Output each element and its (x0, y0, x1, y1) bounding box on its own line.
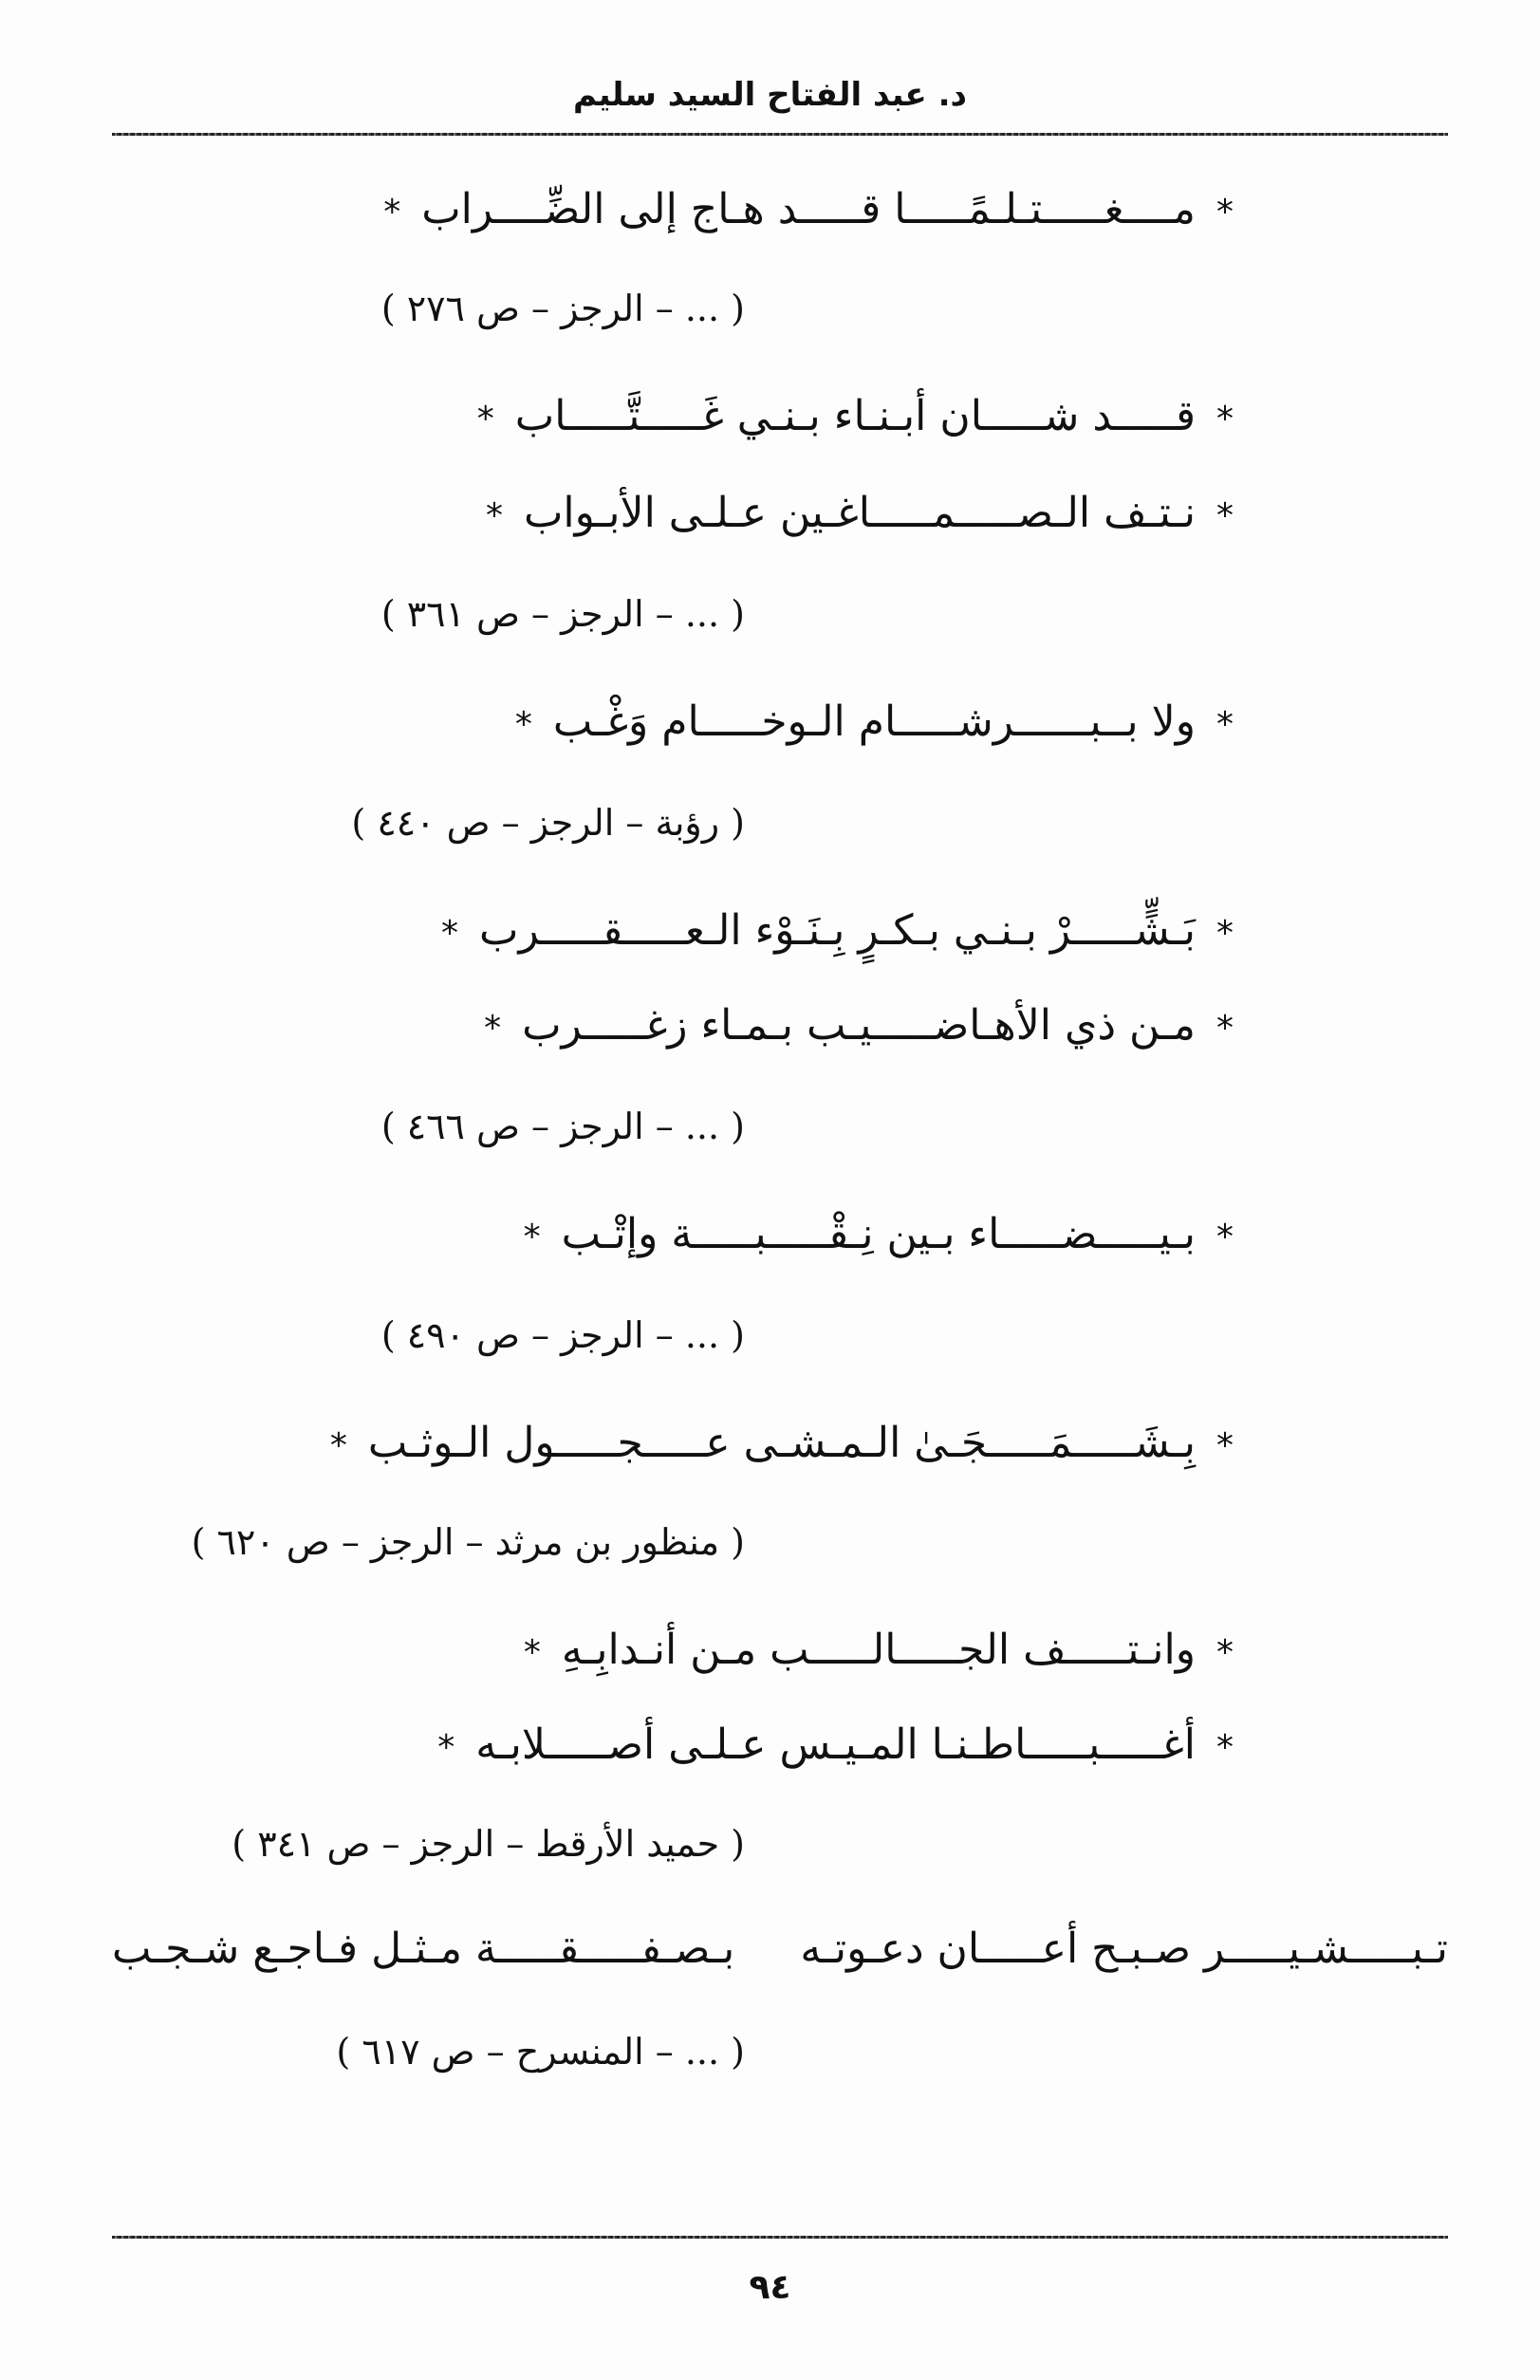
verse-line (342, 392, 1234, 440)
verse-line (342, 1001, 1234, 1050)
verse-line (342, 1720, 1234, 1769)
asterisk-marker: * (523, 1218, 541, 1256)
verse-line (342, 185, 1234, 233)
verse-text: بـيـــــضـــــاء بـين نِـقْـــــبـــــة وإتْـب (561, 1210, 1196, 1258)
asterisk-marker: * (441, 914, 459, 953)
asterisk-marker: * (523, 1633, 541, 1672)
asterisk-marker: * (485, 496, 503, 535)
asterisk-marker: * (437, 1728, 455, 1767)
citation-reference: ( ... – الرجز – ص ٢٧٦ ) (380, 288, 745, 329)
asterisk-marker: * (514, 705, 532, 744)
verse-text: بِـشَـــــمَـــــجَـىٰ الـمـشـى عـــــجـــــول الـوثـب (367, 1419, 1196, 1467)
verse-text: نـتـف الـصـــــمـــــاغـين عـلـى الأبـواب (523, 489, 1196, 537)
two-hemistich-verse (112, 1924, 1448, 1973)
verse-text: مــــغـــــتـلـمًـــــا قـــــد هـاج إلى الضِّــــراب (421, 185, 1196, 233)
citation-reference: ( رؤبة – الرجز – ص ٤٤٠ ) (351, 802, 745, 844)
first-hemistich: تـبـــــشـيـــــر صـبـح أعـــــان دعـوتـه (800, 1924, 1448, 1973)
citation-reference: ( حميد الأرقط – الرجز – ص ٣٤١ ) (232, 1823, 745, 1865)
verse-line (342, 1626, 1234, 1674)
asterisk-marker: * (484, 1009, 502, 1048)
asterisk-marker: * (1216, 400, 1234, 438)
asterisk-marker: * (1216, 193, 1234, 232)
second-hemistich: بـصـفـــــقـــــة مـثـل فـاجـع شـجـب (112, 1924, 735, 1973)
asterisk-marker: * (1216, 1009, 1234, 1048)
verse-text: أغـــــبـــــاطـنـا المـيـس عـلـى أصـــــلابـه (475, 1720, 1196, 1769)
asterisk-marker: * (476, 400, 494, 438)
verse-line (342, 697, 1234, 746)
asterisk-marker: * (1216, 914, 1234, 953)
asterisk-marker: * (1216, 705, 1234, 744)
asterisk-marker: * (1216, 496, 1234, 535)
citation-reference: ( ... – الرجز – ص ٤٦٦ ) (380, 1106, 745, 1147)
running-header: د. عبد الفتاح السيد سليم (573, 76, 967, 114)
citation-reference: ( منظور بن مرثد – الرجز – ص ٦٢٠ ) (191, 1521, 745, 1563)
verse-text: وانـتـــــف الجـــــالـــــب مـن أنـدابِـهِ (561, 1626, 1196, 1674)
verse-text: مـن ذي الأهـاضـــــيـب بـمـاء زغـــــرب (522, 1001, 1196, 1050)
page-number: ٩٤ (749, 2268, 791, 2307)
verse-text: ولا بــبــــــرشـــــام الـوخـــــام وَغْـب (552, 697, 1196, 746)
verse-line (342, 1210, 1234, 1258)
asterisk-marker: * (1216, 1728, 1234, 1767)
asterisk-marker: * (1216, 1633, 1234, 1672)
asterisk-marker: * (1216, 1426, 1234, 1465)
verse-line (329, 1419, 1234, 1467)
verse-line (342, 906, 1234, 955)
footer-rule (112, 2236, 1448, 2239)
verse-text: قـــــد شـــــان أبـنـاء بـنـي غَـــــتَّـــــاب (514, 392, 1196, 440)
verse-line (342, 489, 1234, 537)
verse-text: بَـشٍّـــــرْ بـنـي بـكـرٍ بِـنَـوْء الـعـــــقـــــرب (479, 906, 1196, 955)
asterisk-marker: * (1216, 1218, 1234, 1256)
asterisk-marker: * (329, 1426, 347, 1465)
asterisk-marker: * (383, 193, 401, 232)
citation-reference: ( ... – الرجز – ص ٣٦١ ) (380, 593, 745, 635)
citation-reference: ( ... – المنسرح – ص ٦١٧ ) (336, 2031, 745, 2073)
citation-reference: ( ... – الرجز – ص ٤٩٠ ) (380, 1314, 745, 1356)
